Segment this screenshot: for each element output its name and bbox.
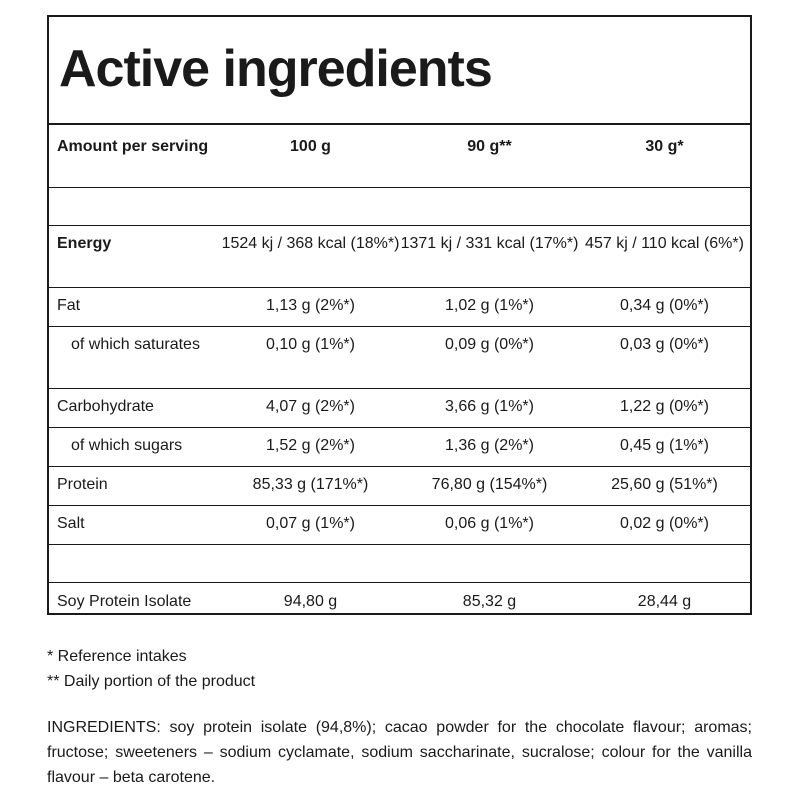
header-amount-per-serving: Amount per serving (49, 125, 221, 187)
cell-100g: 85,33 g (171%*) (221, 466, 400, 505)
cell-100g: 94,80 g (283, 592, 338, 610)
table-row-soy-protein-isolate (49, 582, 750, 622)
table-row-energy (49, 225, 750, 287)
nutrition-table (49, 125, 750, 622)
nutrition-panel (47, 15, 752, 615)
cell-100g: 1,13 g (2%*) (221, 287, 400, 326)
row-label: Energy (49, 225, 221, 287)
cell-30g: 1,22 g (0%*) (579, 388, 750, 427)
cell-90g: 85,32 g (462, 592, 517, 610)
cell-30g: 0,03 g (0%*) (579, 326, 750, 388)
table-row-salt (49, 505, 750, 544)
row-label: Salt (49, 505, 221, 544)
row-label: Soy Protein Isolate (57, 592, 192, 610)
cell-100g: 1,52 g (2%*) (221, 427, 400, 466)
row-label: Fat (49, 287, 221, 326)
cell-30g: 0,34 g (0%*) (579, 287, 750, 326)
cell-30g: 457 kj / 110 kcal (6%*) (579, 225, 750, 287)
spacer-row (49, 544, 750, 582)
cell-30g: 25,60 g (51%*) (579, 466, 750, 505)
footnote-daily-portion: ** Daily portion of the product (47, 673, 256, 690)
cell-90g: 1,36 g (2%*) (400, 427, 579, 466)
cell-90g: 1,02 g (1%*) (400, 287, 579, 326)
row-label: Protein (49, 466, 221, 505)
cell-90g: 3,66 g (1%*) (400, 388, 579, 427)
table-row-sugars (49, 427, 750, 466)
spacer-row (49, 187, 750, 225)
cell-100g: 1524 kj / 368 kcal (18%*) (221, 225, 400, 287)
footnotes (47, 644, 255, 694)
cell-30g: 0,45 g (1%*) (579, 427, 750, 466)
cell-90g: 0,06 g (1%*) (400, 505, 579, 544)
ingredients-text: INGREDIENTS: soy protein isolate (94,8%); cacao powder for the chocolate flavour; aromas; fructose; sweeteners – sodium cyclamate, sodium saccharinate, sucralose; colour for the vanilla flavour – beta carotene. (47, 719, 752, 786)
table-row-fat (49, 287, 750, 326)
header-90g: 90 g** (400, 125, 579, 187)
cell-30g: 0,02 g (0%*) (579, 505, 750, 544)
table-row-saturates (49, 326, 750, 388)
table-header-row (49, 125, 750, 187)
row-label: of which sugars (49, 427, 221, 466)
page-title: Active ingredients (49, 17, 750, 125)
cell-90g: 76,80 g (154%*) (400, 466, 579, 505)
cell-90g: 0,09 g (0%*) (400, 326, 579, 388)
header-30g: 30 g* (579, 125, 750, 187)
cell-100g: 0,10 g (1%*) (221, 326, 400, 388)
table-row-carbohydrate (49, 388, 750, 427)
table-row-protein (49, 466, 750, 505)
cell-100g: 0,07 g (1%*) (221, 505, 400, 544)
cell-100g: 4,07 g (2%*) (221, 388, 400, 427)
row-label: Carbohydrate (49, 388, 221, 427)
cell-30g: 28,44 g (637, 592, 692, 610)
cell-90g: 1371 kj / 331 kcal (17%*) (400, 225, 579, 287)
row-label: of which saturates (49, 326, 221, 388)
header-100g: 100 g (221, 125, 400, 187)
footnote-reference-intakes: * Reference intakes (47, 648, 187, 665)
